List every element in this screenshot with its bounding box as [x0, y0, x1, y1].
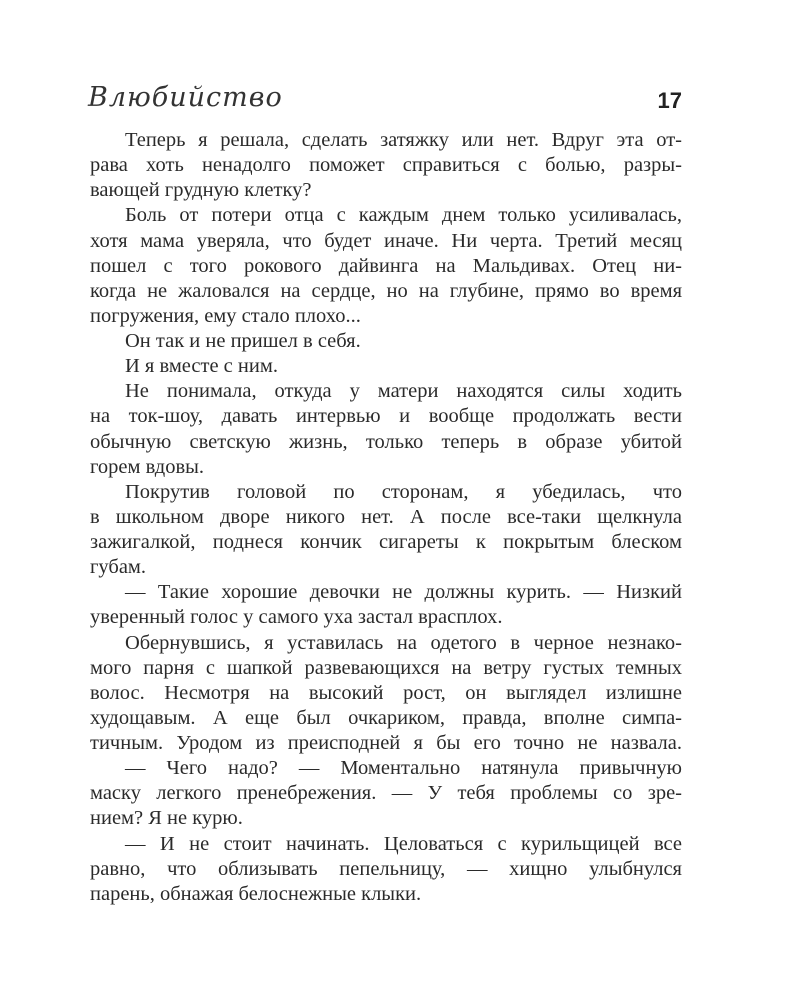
- text-line: когда не жаловался на сердце, но на глубине, прямо во время: [90, 279, 682, 302]
- text-line: Теперь я решала, сделать затяжку или нет. Вдруг эта от-: [125, 129, 682, 151]
- text-line: худощавым. А еще был очкариком, правда, вполне симпа-: [90, 706, 682, 729]
- text-line: горем вдовы.: [90, 455, 205, 478]
- page-number: 17: [657, 88, 682, 113]
- running-header-title: Влюбийство: [88, 82, 283, 113]
- text-line: Обернувшись, я уставилась на одетого в черное незнако-: [125, 631, 682, 654]
- text-line: тичным. Уродом из преисподней я бы его точно не назвала.: [90, 732, 682, 754]
- text-line: парень, обнажая белоснежные клыки.: [90, 882, 422, 905]
- text-line: погружения, ему стало плохо...: [90, 304, 361, 327]
- text-line: зажигалкой, поднеся кончик сигареты к покрытым блеском: [90, 531, 682, 553]
- text-line: вающей грудную клетку?: [90, 179, 312, 202]
- text-line: хотя мама уверяла, что будет иначе. Ни черта. Третий месяц: [90, 229, 682, 252]
- text-line: в школьном дворе никого нет. А после все-таки щелкнула: [90, 505, 682, 528]
- text-line: на ток-шоу, давать интервью и вообще продолжать вести: [90, 405, 682, 428]
- text-line: обычную светскую жизнь, только теперь в образе убитой: [90, 430, 682, 453]
- text-line: губам.: [90, 556, 147, 579]
- text-line: — Такие хорошие девочки не должны курить. — Низкий: [125, 581, 682, 604]
- text-line: И я вместе с ним.: [125, 355, 278, 378]
- text-line: мого парня с шапкой развевающихся на ветру густых темных: [90, 656, 682, 679]
- text-line: Покрутив головой по сторонам, я убедилась, что: [125, 480, 682, 503]
- text-line: уверенный голос у самого уха застал врасплох.: [90, 606, 503, 629]
- text-line: пошел с того рокового дайвинга на Мальдивах. Отец ни-: [90, 254, 682, 277]
- text-line: нием? Я не курю.: [90, 807, 243, 830]
- text-line: — Чего надо? — Моментально натянула привычную: [125, 757, 682, 780]
- text-line: Не понимала, откуда у матери находятся силы ходить: [125, 380, 682, 403]
- text-line: волос. Несмотря на высокий рост, он выглядел излишне: [90, 681, 682, 704]
- text-line: — И не стоит начинать. Целоваться с курильщицей все: [125, 832, 682, 855]
- text-line: маску легкого пренебрежения. — У тебя проблемы со зре-: [90, 782, 682, 805]
- text-line: Боль от потери отца с каждым днем только усиливалась,: [125, 204, 682, 227]
- text-line: Он так и не пришел в себя.: [125, 330, 361, 352]
- body-text: [90, 128, 682, 907]
- text-line: рава хоть ненадолго поможет справиться с болью, разры-: [90, 154, 682, 177]
- text-line: равно, что облизывать пепельницу, — хищно улыбнулся: [90, 857, 682, 880]
